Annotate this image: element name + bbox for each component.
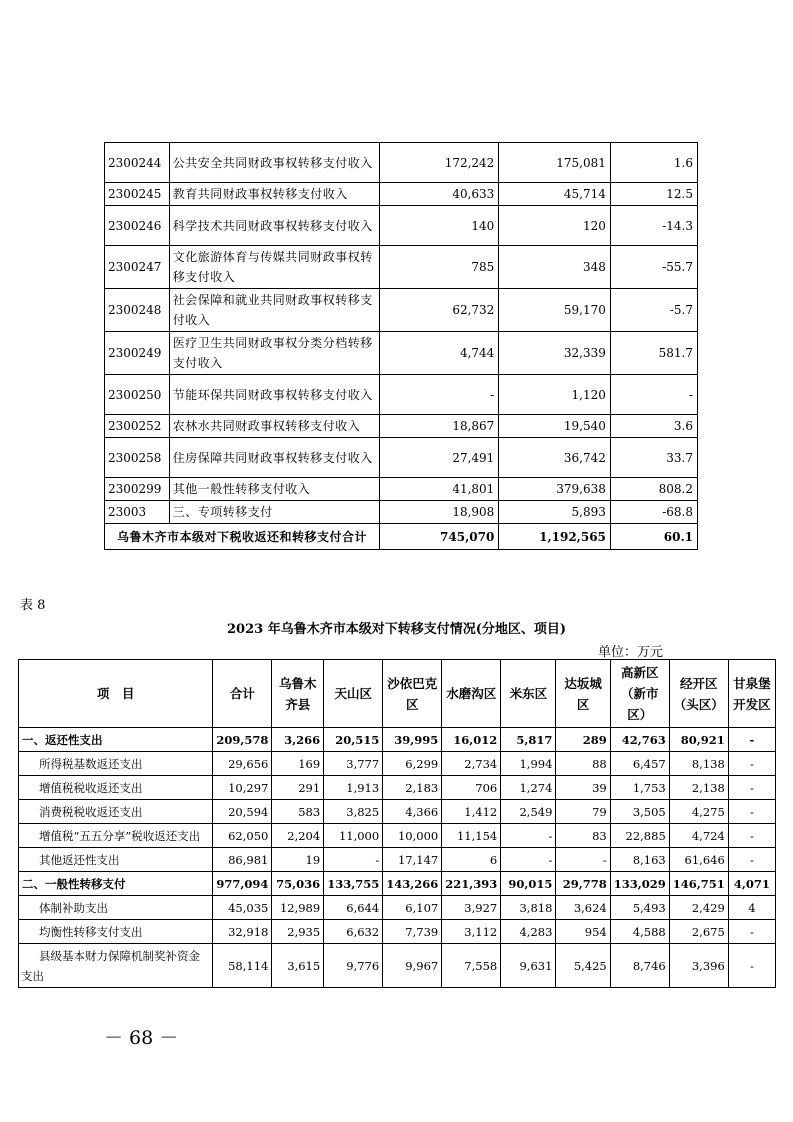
percent-cell: 1.6 (610, 143, 697, 183)
value-cell: 2,549 (501, 800, 556, 824)
value-cell: 4,588 (610, 920, 669, 944)
value-cell: 6,107 (383, 896, 442, 920)
value-cell: 9,967 (383, 944, 442, 988)
value-cell: - (728, 944, 775, 988)
value-cell: 291 (272, 776, 324, 800)
table-row (105, 375, 698, 415)
value-cell: - (728, 920, 775, 944)
value-cell: 90,015 (501, 872, 556, 896)
value-cell: 4,724 (669, 824, 728, 848)
value-cell: 289 (556, 728, 610, 752)
value-cell: 954 (556, 920, 610, 944)
table-row (105, 143, 698, 183)
table-row (19, 728, 776, 752)
total-percent: 60.1 (610, 524, 697, 550)
value-cell: 17,147 (383, 848, 442, 872)
table-row (105, 289, 698, 332)
item-name: 体制补助支出 (19, 896, 213, 920)
column-header: 天山区 (324, 660, 383, 728)
value-cell: 62,050 (213, 824, 272, 848)
column-header: 乌鲁木齐县 (272, 660, 324, 728)
column-header: 项 目 (19, 660, 213, 728)
value-cell: 6,632 (324, 920, 383, 944)
value-cell: 4,283 (501, 920, 556, 944)
value-cell: - (728, 824, 775, 848)
column-header: 米东区 (501, 660, 556, 728)
table-row (19, 824, 776, 848)
value-cell: 32,918 (213, 920, 272, 944)
total-label: 乌鲁木齐市本级对下税收返还和转移支付合计 (105, 524, 380, 550)
value-cell: 29,778 (556, 872, 610, 896)
value-cell: 4,744 (380, 332, 499, 375)
value-cell: 4,275 (669, 800, 728, 824)
table-row (19, 944, 776, 988)
page-number: － 68 － (104, 1027, 179, 1049)
value-cell: 86,981 (213, 848, 272, 872)
value-cell: 40,633 (380, 183, 499, 206)
value-cell: 45,035 (213, 896, 272, 920)
table-row (19, 896, 776, 920)
value-cell: 5,817 (501, 728, 556, 752)
value-cell: 3,266 (272, 728, 324, 752)
value-cell: 45,714 (499, 183, 611, 206)
table-header-row (19, 660, 776, 728)
value-cell: 11,000 (324, 824, 383, 848)
column-header: 达坂城区 (556, 660, 610, 728)
table-row (19, 848, 776, 872)
table-row (105, 206, 698, 246)
value-cell: 4,071 (728, 872, 775, 896)
percent-cell: 3.6 (610, 415, 697, 438)
item-name: 科学技术共同财政事权转移支付收入 (169, 206, 379, 246)
value-cell: 88 (556, 752, 610, 776)
item-code: 2300258 (105, 438, 170, 478)
value-cell: 29,656 (213, 752, 272, 776)
value-cell: 5,493 (610, 896, 669, 920)
value-cell: 59,170 (499, 289, 611, 332)
value-cell: 133,755 (324, 872, 383, 896)
total-row (105, 524, 698, 550)
table-row (19, 920, 776, 944)
item-name: 三、专项转移支付 (169, 501, 379, 524)
value-cell: 36,742 (499, 438, 611, 478)
value-cell: 3,825 (324, 800, 383, 824)
percent-cell: -5.7 (610, 289, 697, 332)
value-cell: 19,540 (499, 415, 611, 438)
item-code: 2300250 (105, 375, 170, 415)
item-name: 增值税税收返还支出 (19, 776, 213, 800)
item-name: 均衡性转移支付支出 (19, 920, 213, 944)
table-title: 2023 年乌鲁木齐市本级对下转移支付情况(分地区、项目) (226, 622, 566, 637)
percent-cell: -68.8 (610, 501, 697, 524)
item-name: 消费税税收返还支出 (19, 800, 213, 824)
column-header: 甘泉堡开发区 (728, 660, 775, 728)
table-label: 表 8 (20, 598, 46, 613)
value-cell: 140 (380, 206, 499, 246)
item-name: 社会保障和就业共同财政事权转移支付收入 (169, 289, 379, 332)
table-row (105, 478, 698, 501)
value-cell: 120 (499, 206, 611, 246)
item-name: 文化旅游体育与传媒共同财政事权转移支付收入 (169, 246, 379, 289)
value-cell: 41,801 (380, 478, 499, 501)
value-cell: 80,921 (669, 728, 728, 752)
value-cell: 18,867 (380, 415, 499, 438)
table-row (19, 776, 776, 800)
value-cell: 221,393 (442, 872, 501, 896)
value-cell: 172,242 (380, 143, 499, 183)
value-cell: 209,578 (213, 728, 272, 752)
table-row (105, 246, 698, 289)
total-value: 1,192,565 (499, 524, 611, 550)
item-name: 二、一般性转移支付 (19, 872, 213, 896)
value-cell: 1,274 (501, 776, 556, 800)
value-cell: - (728, 752, 775, 776)
value-cell: 18,908 (380, 501, 499, 524)
column-header: 合计 (213, 660, 272, 728)
value-cell: 379,638 (499, 478, 611, 501)
value-cell: 143,266 (383, 872, 442, 896)
item-code: 2300249 (105, 332, 170, 375)
value-cell: 10,000 (383, 824, 442, 848)
value-cell: 785 (380, 246, 499, 289)
value-cell: 39 (556, 776, 610, 800)
column-header: 水磨沟区 (442, 660, 501, 728)
table-row (105, 438, 698, 478)
value-cell: 4,366 (383, 800, 442, 824)
unit-label: 单位：万元 (598, 645, 664, 660)
value-cell: - (324, 848, 383, 872)
value-cell: 39,995 (383, 728, 442, 752)
table-row (105, 183, 698, 206)
value-cell: 27,491 (380, 438, 499, 478)
table-row (19, 872, 776, 896)
value-cell: 8,163 (610, 848, 669, 872)
value-cell: 6,299 (383, 752, 442, 776)
total-value: 745,070 (380, 524, 499, 550)
value-cell: 3,396 (669, 944, 728, 988)
item-name: 公共安全共同财政事权转移支付收入 (169, 143, 379, 183)
item-name: 增值税“五五分享”税收返还支出 (19, 824, 213, 848)
item-name: 其他返还性支出 (19, 848, 213, 872)
item-name: 县级基本财力保障机制奖补资金支出 (19, 944, 213, 988)
value-cell: 2,204 (272, 824, 324, 848)
item-code: 2300245 (105, 183, 170, 206)
value-cell: 19 (272, 848, 324, 872)
value-cell: 10,297 (213, 776, 272, 800)
item-name: 一、返还性支出 (19, 728, 213, 752)
item-name: 住房保障共同财政事权转移支付收入 (169, 438, 379, 478)
value-cell: 2,183 (383, 776, 442, 800)
value-cell: 175,081 (499, 143, 611, 183)
value-cell: 61,646 (669, 848, 728, 872)
item-name: 教育共同财政事权转移支付收入 (169, 183, 379, 206)
value-cell: 6,644 (324, 896, 383, 920)
item-code: 23003 (105, 501, 170, 524)
value-cell: 58,114 (213, 944, 272, 988)
value-cell: - (556, 848, 610, 872)
percent-cell: 808.2 (610, 478, 697, 501)
percent-cell: -14.3 (610, 206, 697, 246)
column-header: 高新区（新市区） (610, 660, 669, 728)
value-cell: 3,818 (501, 896, 556, 920)
value-cell: 79 (556, 800, 610, 824)
value-cell: 32,339 (499, 332, 611, 375)
value-cell: 20,594 (213, 800, 272, 824)
value-cell: - (380, 375, 499, 415)
item-name: 医疗卫生共同财政事权分类分档转移支付收入 (169, 332, 379, 375)
table-row (19, 752, 776, 776)
value-cell: 169 (272, 752, 324, 776)
item-name: 其他一般性转移支付收入 (169, 478, 379, 501)
value-cell: 2,429 (669, 896, 728, 920)
value-cell: 11,154 (442, 824, 501, 848)
value-cell: 6 (442, 848, 501, 872)
item-code: 2300248 (105, 289, 170, 332)
value-cell: 146,751 (669, 872, 728, 896)
value-cell: 1,753 (610, 776, 669, 800)
column-header: 经开区（头区） (669, 660, 728, 728)
value-cell: 7,558 (442, 944, 501, 988)
value-cell: 3,624 (556, 896, 610, 920)
value-cell: 9,776 (324, 944, 383, 988)
item-name: 节能环保共同财政事权转移支付收入 (169, 375, 379, 415)
value-cell: 22,885 (610, 824, 669, 848)
table-row (105, 501, 698, 524)
value-cell: 5,425 (556, 944, 610, 988)
value-cell: 3,615 (272, 944, 324, 988)
value-cell: 3,112 (442, 920, 501, 944)
value-cell: 2,675 (669, 920, 728, 944)
item-code: 2300244 (105, 143, 170, 183)
value-cell: 16,012 (442, 728, 501, 752)
item-code: 2300252 (105, 415, 170, 438)
value-cell: 9,631 (501, 944, 556, 988)
value-cell: 583 (272, 800, 324, 824)
table-row (19, 800, 776, 824)
value-cell: 348 (499, 246, 611, 289)
value-cell: 1,120 (499, 375, 611, 415)
value-cell: 83 (556, 824, 610, 848)
value-cell: 20,515 (324, 728, 383, 752)
value-cell: 3,505 (610, 800, 669, 824)
value-cell: 8,746 (610, 944, 669, 988)
value-cell: 62,732 (380, 289, 499, 332)
item-code: 2300246 (105, 206, 170, 246)
value-cell: - (728, 728, 775, 752)
value-cell: 42,763 (610, 728, 669, 752)
column-header: 沙依巴克区 (383, 660, 442, 728)
item-code: 2300299 (105, 478, 170, 501)
percent-cell: 581.7 (610, 332, 697, 375)
percent-cell: - (610, 375, 697, 415)
value-cell: - (501, 848, 556, 872)
value-cell: - (728, 848, 775, 872)
item-name: 农林水共同财政事权转移支付收入 (169, 415, 379, 438)
value-cell: 5,893 (499, 501, 611, 524)
value-cell: 706 (442, 776, 501, 800)
value-cell: 2,138 (669, 776, 728, 800)
value-cell: - (728, 800, 775, 824)
value-cell: 7,739 (383, 920, 442, 944)
value-cell: 133,029 (610, 872, 669, 896)
value-cell: 3,927 (442, 896, 501, 920)
value-cell: 2,935 (272, 920, 324, 944)
item-code: 2300247 (105, 246, 170, 289)
value-cell: 12,989 (272, 896, 324, 920)
percent-cell: 12.5 (610, 183, 697, 206)
table-row (105, 415, 698, 438)
value-cell: 3,777 (324, 752, 383, 776)
value-cell: 4 (728, 896, 775, 920)
value-cell: 2,734 (442, 752, 501, 776)
percent-cell: 33.7 (610, 438, 697, 478)
value-cell: 8,138 (669, 752, 728, 776)
table-row (105, 332, 698, 375)
value-cell: 75,036 (272, 872, 324, 896)
transfer-income-table (104, 142, 698, 550)
value-cell: 1,994 (501, 752, 556, 776)
value-cell: - (728, 776, 775, 800)
value-cell: 1,913 (324, 776, 383, 800)
value-cell: 1,412 (442, 800, 501, 824)
value-cell: 6,457 (610, 752, 669, 776)
value-cell: 977,094 (213, 872, 272, 896)
item-name: 所得税基数返还支出 (19, 752, 213, 776)
percent-cell: -55.7 (610, 246, 697, 289)
value-cell: - (501, 824, 556, 848)
district-transfer-table (18, 659, 776, 988)
